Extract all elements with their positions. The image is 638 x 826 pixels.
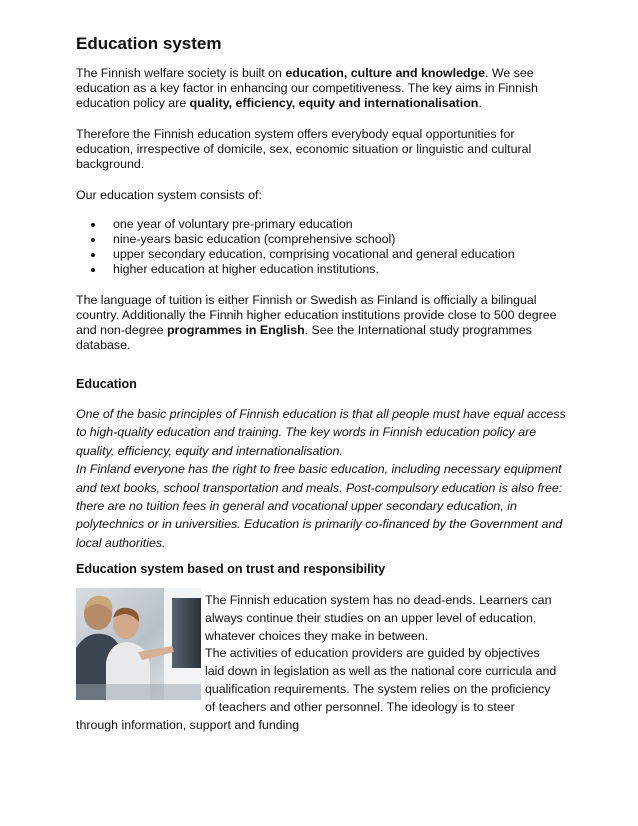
bullet-icon — [91, 268, 95, 272]
intro-text-end: . — [478, 96, 482, 110]
programmes-in-english-link[interactable]: programmes in English — [166, 323, 305, 337]
text-line: always continue their studies on an upper level of education, — [205, 610, 537, 625]
list-item-text: nine-years basic education (comprehensive school) — [113, 232, 396, 246]
intro-emphasis-quality: quality, efficiency, equity and internationalisation — [189, 96, 479, 110]
bullet-icon — [91, 223, 95, 227]
language-paragraph — [76, 293, 572, 353]
list-item — [76, 217, 572, 232]
language-text: The language of tuition is either Finnish or Swedish as Finland is officially a bilingual country. Additionally the Finnih higher education institutions provide close to 500 degree and non-degree — [76, 293, 557, 337]
education-principles — [76, 405, 572, 552]
text-line: of teachers and other personnel. The ideology is to steer — [205, 699, 515, 714]
trust-heading: Education system based on trust and responsibility — [76, 562, 386, 576]
list-item-text: upper secondary education, comprising vocational and general education — [113, 247, 515, 261]
education-heading: Education — [76, 377, 137, 391]
language-text-end: . See the International study programmes database. — [76, 323, 532, 352]
list-item — [76, 247, 572, 262]
intro-emphasis-education: education, culture and knowledge — [285, 66, 486, 80]
text-line: whatever choices they make in between. — [205, 628, 429, 643]
list-item-text: higher education at higher education institutions. — [113, 262, 379, 276]
free-education-paragraph: In Finland everyone has the right to free basic education, including necessary equipment and text books, school transportation and meals. Post-compulsory education is also free: there are no tuition fees in general and vocational upper secondary education, in polytechnics or in universities. Education is primarily co-financed by the Government and local authorities. — [76, 462, 563, 550]
list-item-text: one year of voluntary pre-primary education — [113, 217, 353, 231]
trust-paragraph — [76, 592, 576, 734]
bullet-icon — [91, 238, 95, 242]
page-title: Education system — [76, 34, 222, 53]
text-line: laid down in legislation as well as the national core curricula and — [205, 664, 557, 679]
text-line: The Finnish education system has no dead-ends. Learners can — [205, 593, 552, 607]
consists-of-paragraph: Our education system consists of: — [76, 188, 262, 202]
principles-paragraph: One of the basic principles of Finnish education is that all people must have equal access to high-quality education and training. The key words in Finnish education policy are quality, efficiency, equity and internationalisation. — [76, 407, 566, 458]
text-line: qualification requirements. The system relies on the proficiency — [205, 681, 551, 696]
equal-opportunity-paragraph: Therefore the Finnish education system offers everybody equal opportunities for education, irrespective of domicile, sex, economic situation or linguistic and cultural background. — [76, 127, 532, 171]
intro-text: The Finnish welfare society is built on — [76, 66, 286, 80]
intro-paragraph — [76, 66, 572, 111]
list-item — [76, 232, 572, 247]
education-levels-list — [76, 217, 572, 277]
text-line: The activities of education providers are guided by objectives — [205, 646, 540, 661]
bullet-icon — [91, 253, 95, 257]
list-item — [76, 262, 572, 277]
text-line: through information, support and funding — [76, 717, 300, 732]
intro-text-cont: . We see education as a key factor in enhancing our competitiveness. The key aims in Finnish education policy are — [76, 66, 538, 110]
